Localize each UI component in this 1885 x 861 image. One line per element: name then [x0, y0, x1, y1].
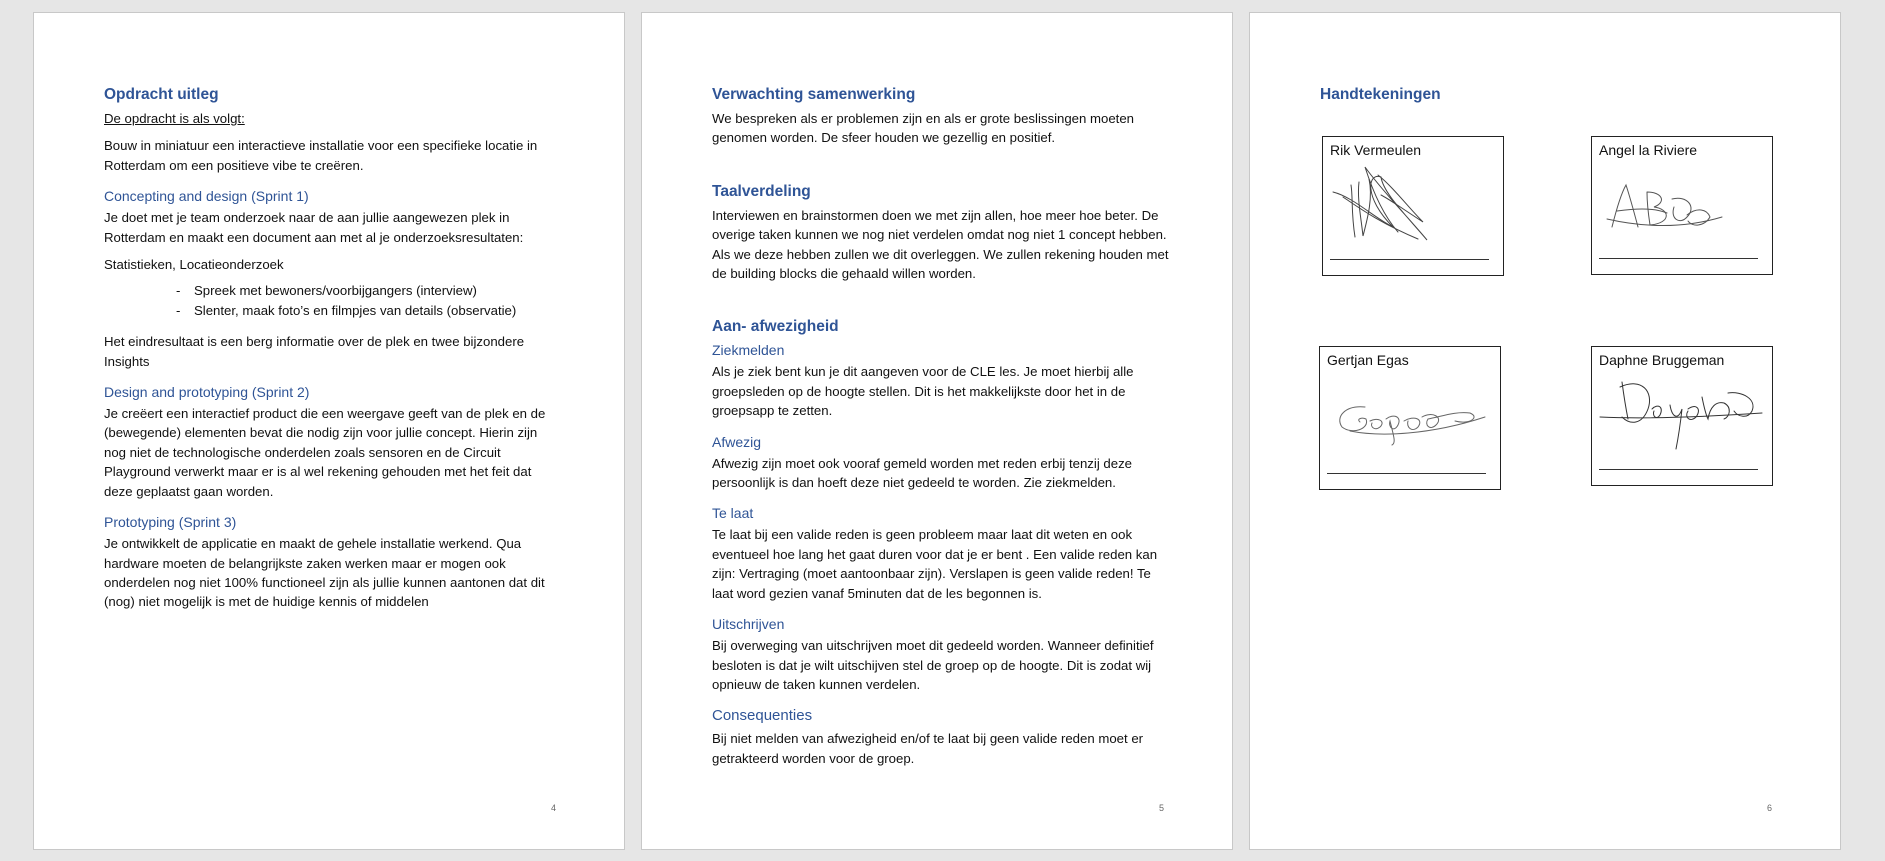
intro-text: Bouw in miniatuur een interactieve installatie voor een specifieke locatie in Rotterdam om een positieve vibe te creëren.: [104, 138, 538, 173]
ziekmelden-text: Als je ziek bent kun je dit aangeven voor de CLE les. Je moet hierbij alle groepsleden op de hoogte stellen. Dit is het makkelijkste door het in de groepsapp te zetten.: [712, 364, 1134, 419]
sprint-1-text: Je doet met je team onderzoek naar de aan jullie aangewezen plek in Rotterdam en maakt een document aan met al je onderzoeksresultaten:: [104, 210, 524, 245]
sprint-1-result: Het eindresultaat is een berg informatie over de plek en twee bijzondere Insights: [104, 334, 525, 369]
signatory-name: Angel la Riviere: [1599, 142, 1698, 158]
signatory-name: Rik Vermeulen: [1330, 142, 1422, 158]
intro-label: De opdracht is als volgt:: [104, 111, 245, 126]
afwezig-text: Afwezig zijn moet ook vooraf gemeld worden met reden erbij tenzij deze persoonlijk is dan hoeft deze niet gedeeld te worden. Zie ziekmelden.: [712, 455, 1133, 491]
consequenties-text: Bij niet melden van afwezigheid en/of te laat bij geen valide reden moet er getrakteerd worden voor de groep.: [712, 731, 1144, 766]
page-4-content: [104, 85, 564, 612]
sprint-3-text: Je ontwikkelt de applicatie en maakt de gehele installatie werkend. Qua hardware moeten de belangrijkste zaken werken maar er mogen ook onderdelen nog niet 100% functioneel zijn als jullie kunnen aantonen dat dit (nog) niet mogelijk is met de huidige kennis of middelen: [104, 536, 545, 610]
handwritten-signature: [1592, 137, 1772, 275]
sprint-1-bullet-list: [104, 281, 564, 320]
heading-sprint-1: Concepting and design (Sprint 1): [104, 188, 309, 205]
heading-te-laat: Te laat: [712, 505, 754, 522]
signature-line: [1327, 473, 1486, 474]
taalverdeling-text: Interviewen en brainstormen doen we met zijn allen, hoe meer hoe beter. De overige taken kunnen we nog niet verdelen omdat nog niet 1 concept hebben. Als we deze hebben zullen we dit overleggen. We zullen rekening houden met de building blocks die gehaald willen worden.: [712, 207, 1169, 282]
signature-box-gertjan-egas: [1319, 346, 1501, 490]
heading-sprint-3: Prototyping (Sprint 3): [104, 514, 237, 531]
heading-verwachting-samenwerking: Verwachting samenwerking: [712, 86, 916, 103]
signatory-name: Gertjan Egas: [1327, 352, 1409, 368]
heading-sprint-2: Design and prototyping (Sprint 2): [104, 384, 310, 401]
handwritten-signature: [1320, 347, 1500, 489]
handwritten-signature: [1323, 137, 1503, 275]
document-page-5: [641, 12, 1233, 850]
signature-line: [1599, 258, 1758, 259]
heading-handtekeningen: Handtekeningen: [1320, 86, 1441, 103]
uitschrijven-text: Bij overweging van uitschrijven moet dit gedeeld worden. Wanneer definitief besloten is dat je wilt uitschijven stel de groep op de hoogte. Dit is zodat wij opnieuw de taken kunnen verdelen.: [712, 638, 1154, 692]
heading-consequenties: Consequenties: [712, 707, 813, 725]
page-number: 6: [1766, 803, 1772, 813]
signature-line: [1599, 469, 1758, 470]
heading-ziekmelden: Ziekmelden: [712, 342, 785, 359]
page-number: 4: [550, 803, 556, 813]
heading-opdracht-uitleg: Opdracht uitleg: [104, 86, 219, 103]
page-number: 5: [1158, 803, 1164, 813]
heading-afwezig: Afwezig: [712, 433, 762, 450]
sprint-2-text: Je creëert een interactief product die een weergave geeft van de plek en de (bewegende) elementen bevat die nodig zijn voor jullie concept. Hierin zijn nog niet de technologische onderdelen zoals sensoren en de Circuit Playground verwerkt maar er is al wel rekening gehouden met het feit dat deze geplaatst gaan worden.: [104, 406, 546, 499]
heading-uitschrijven: Uitschrijven: [712, 616, 785, 633]
heading-taalverdeling: Taalverdeling: [712, 182, 811, 200]
signatory-name: Daphne Bruggeman: [1599, 352, 1725, 368]
page-5-content: [712, 85, 1172, 768]
list-item: - Spreek met bewoners/voorbijgangers (interview): [176, 283, 477, 299]
sprint-1-topics: Statistieken, Locatieonderzoek: [104, 257, 284, 273]
handwritten-signature: [1592, 347, 1772, 485]
signature-box-rik-vermeulen: [1322, 136, 1504, 276]
document-page-4: [33, 12, 625, 850]
signature-line: [1330, 259, 1489, 260]
page-6-content: [1320, 85, 1780, 109]
list-item: - Slenter, maak foto’s en filmpjes van details (observatie): [176, 302, 517, 318]
signature-box-angel-la-riviere: [1591, 136, 1773, 275]
samenwerking-text: We bespreken als er problemen zijn en als er grote beslissingen moeten genomen worden. De sfeer houden we gezellig en positief.: [712, 111, 1134, 146]
te-laat-text: Te laat bij een valide reden is geen probleem maar laat dit weten en ook eventueel hoe lang het gaat duren voor dat je er bent . Een valide reden kan zijn: Vertraging (moet aantoonbaar zijn). Verslapen is geen valide reden! Te laat word gezien vanaf 5minuten dat de les begonnen is.: [712, 527, 1158, 601]
heading-aan-afwezigheid: Aan- afwezigheid: [712, 318, 839, 336]
document-page-6: [1249, 12, 1841, 850]
signature-box-daphne-bruggeman: [1591, 346, 1773, 486]
